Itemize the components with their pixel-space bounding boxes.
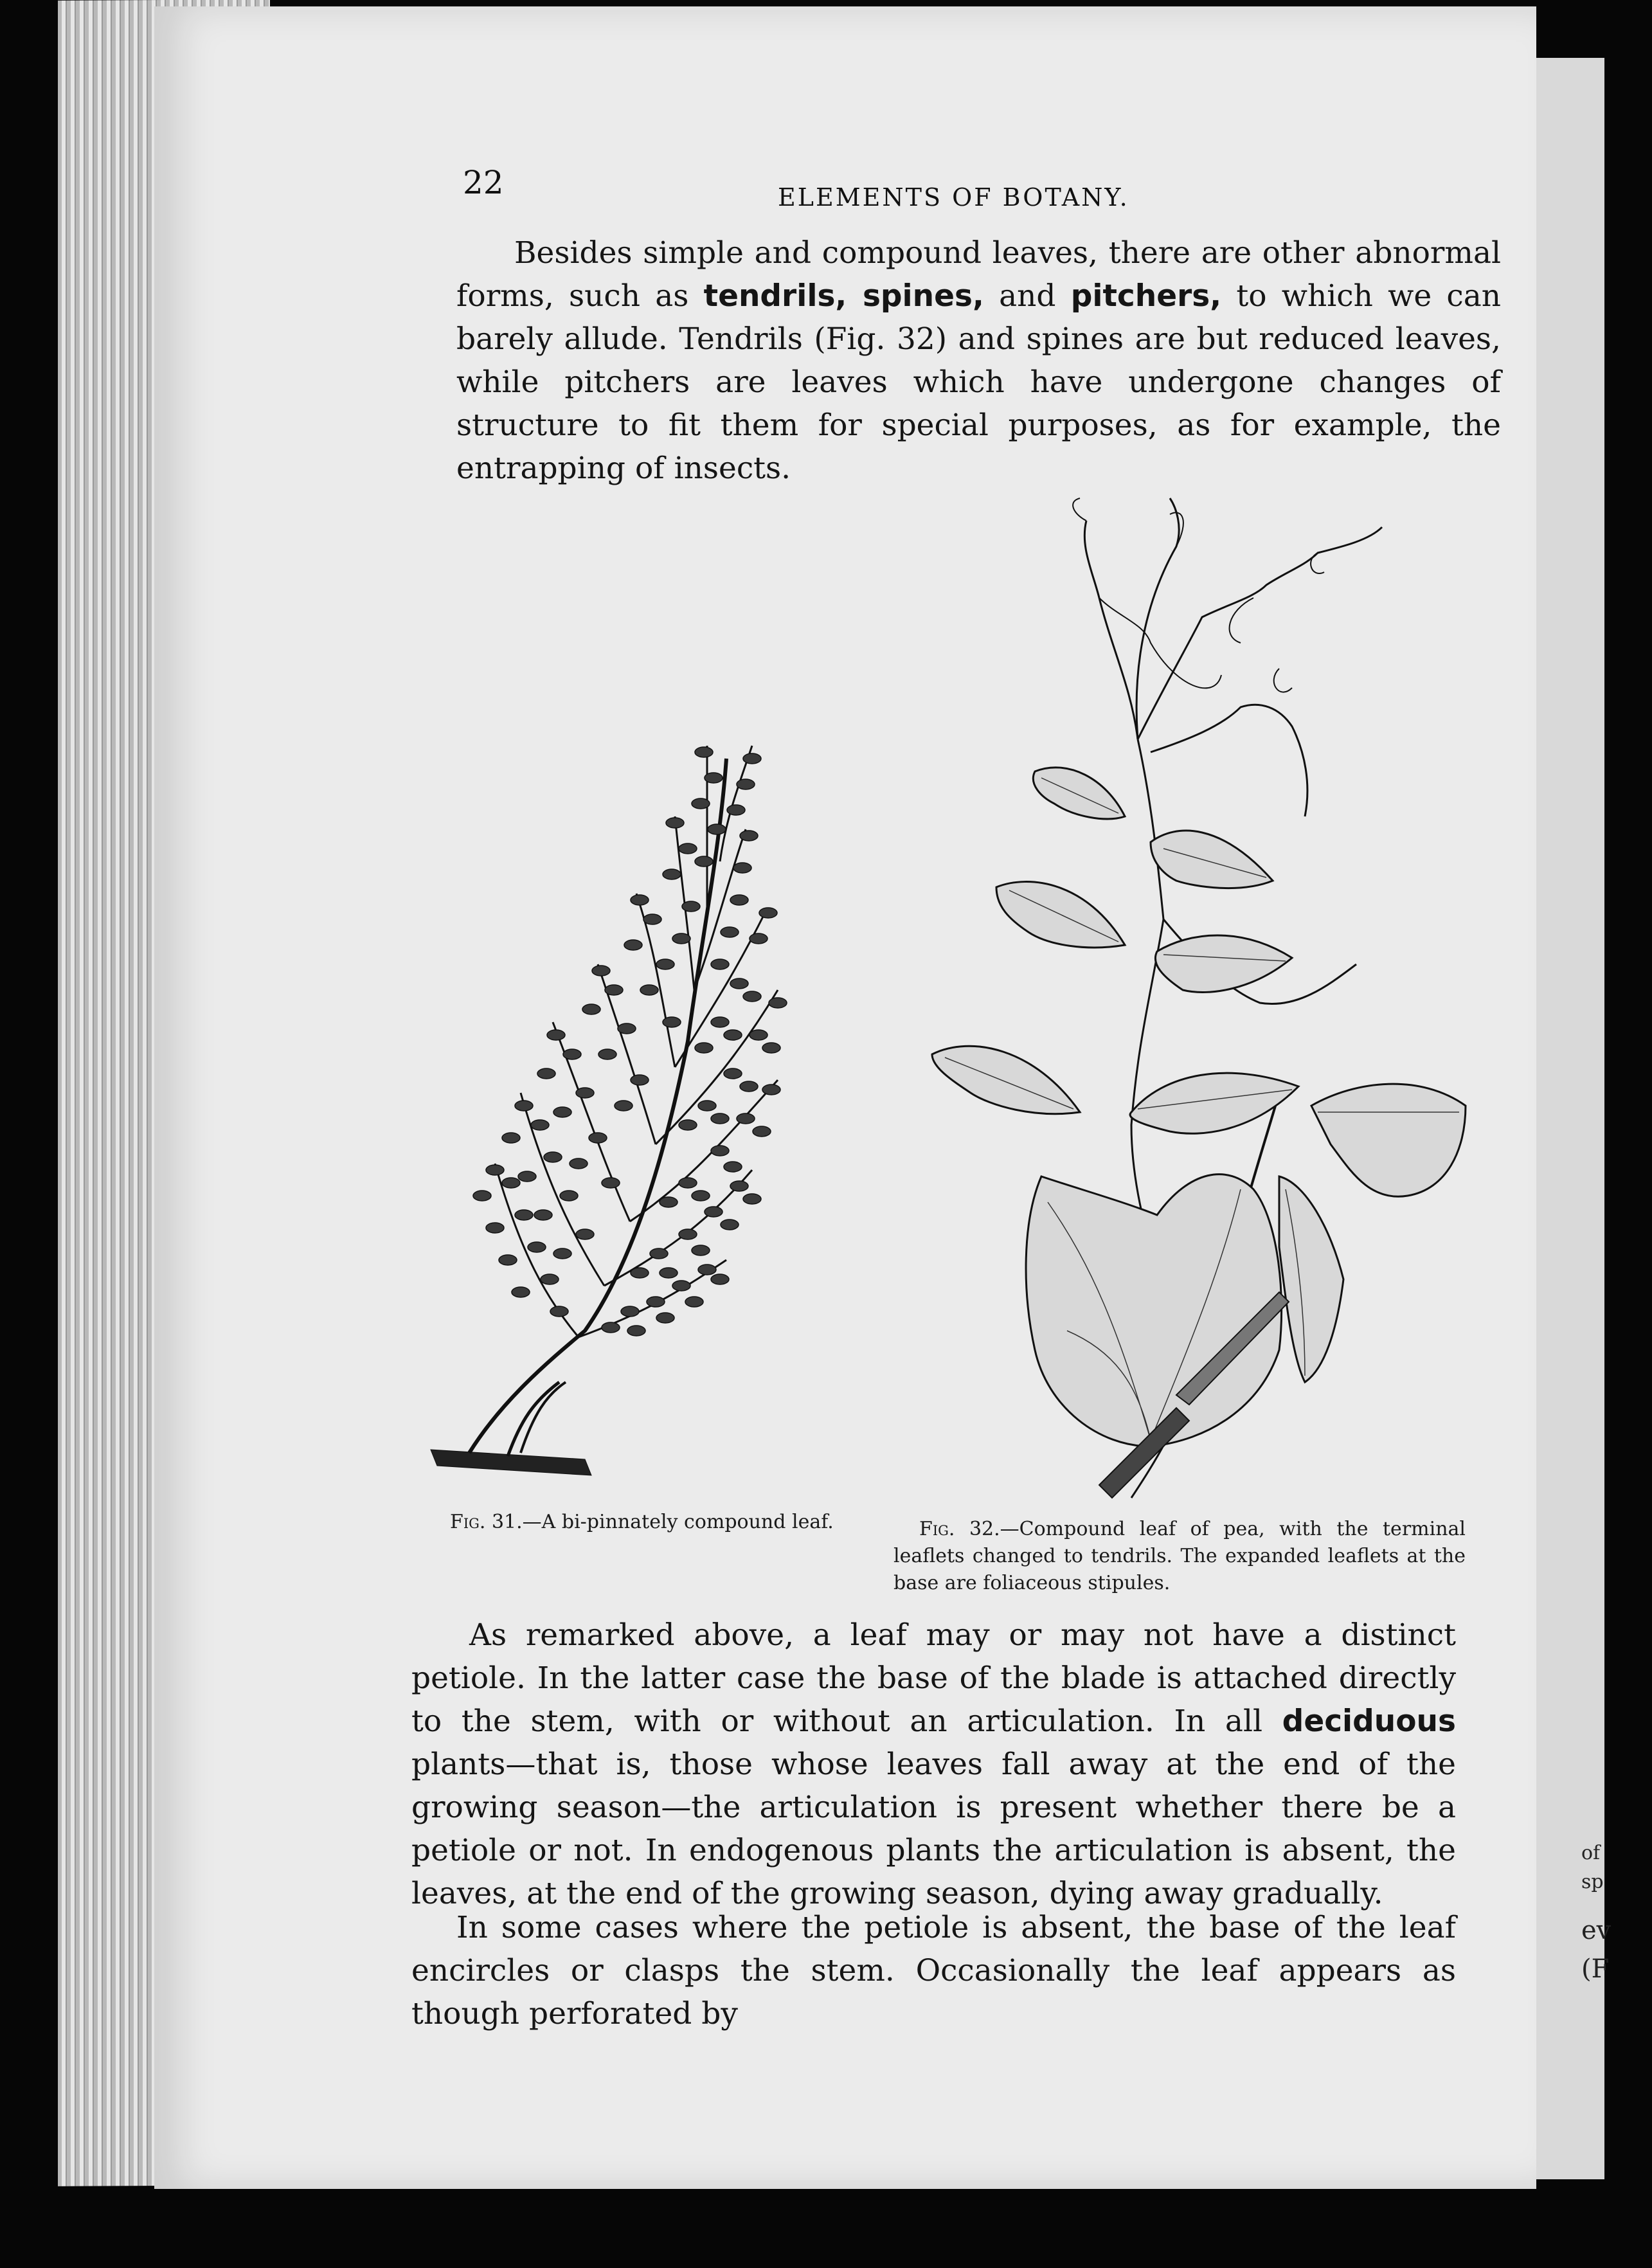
figure-label: Fig. 32.	[919, 1518, 1000, 1540]
fig31-caption	[450, 1509, 848, 1536]
paragraph-text: plants—that is, those whose leaves fall away at the end of the growing season—the articulation is present whether there be a petiole or not. In endogenous plants the articulation is absent, the leaves, at the end of the growing season, dying away gradually.	[411, 1747, 1456, 1911]
caption-text: —Compound leaf of pea, with the terminal leaflets changed to tendrils. The expanded leaflets at the base are foliaceous stipules.	[893, 1518, 1466, 1594]
facing-fragment: ev	[1581, 1916, 1612, 1945]
paragraph-abnormal-leaves	[456, 231, 1501, 490]
running-head	[463, 164, 1652, 212]
facing-fragment: (F	[1581, 1954, 1610, 1984]
paragraph-text: and	[983, 278, 1071, 314]
fig32-caption	[893, 1516, 1466, 1597]
page-number: 22	[463, 164, 504, 201]
paragraph-text: As remarked above, a leaf may or may not have a distinct petiole. In the latter case the base of the blade is attached directly to the stem, with or without an articulation. In all	[411, 1617, 1456, 1739]
fig32-illustration	[919, 495, 1466, 1511]
running-title: ELEMENTS OF BOTANY.	[778, 183, 1129, 212]
paragraph-text: Besides simple and compound leaves, there are other abnormal forms, such as	[456, 235, 1501, 314]
facing-fragment: sp	[1581, 1871, 1604, 1893]
bold-term: tendrils, spines,	[703, 278, 984, 314]
facing-fragment: of	[1581, 1842, 1601, 1864]
bold-term: deciduous	[1282, 1704, 1456, 1739]
paragraph-clasping	[411, 1906, 1456, 2035]
paragraph-text: to which we can barely allude. Tendrils (Fig. 32) and spines are but reduced leaves, while pitchers are leaves which have undergone changes of structure to fit them for special purposes, as for example, the entrapping of insects.	[456, 278, 1502, 486]
fig31-illustration	[418, 720, 855, 1504]
figure-label: Fig. 31.	[450, 1511, 523, 1533]
caption-text: —A bi-pinnately compound leaf.	[522, 1511, 834, 1533]
paragraph-petiole	[411, 1614, 1456, 1915]
facing-page-edge	[1536, 58, 1612, 2179]
bold-term: pitchers,	[1070, 278, 1222, 314]
paragraph-text: In some cases where the petiole is absent, the base of the leaf encircles or clasps the stem. Occasionally the leaf appears as though perforated by	[411, 1910, 1456, 2031]
